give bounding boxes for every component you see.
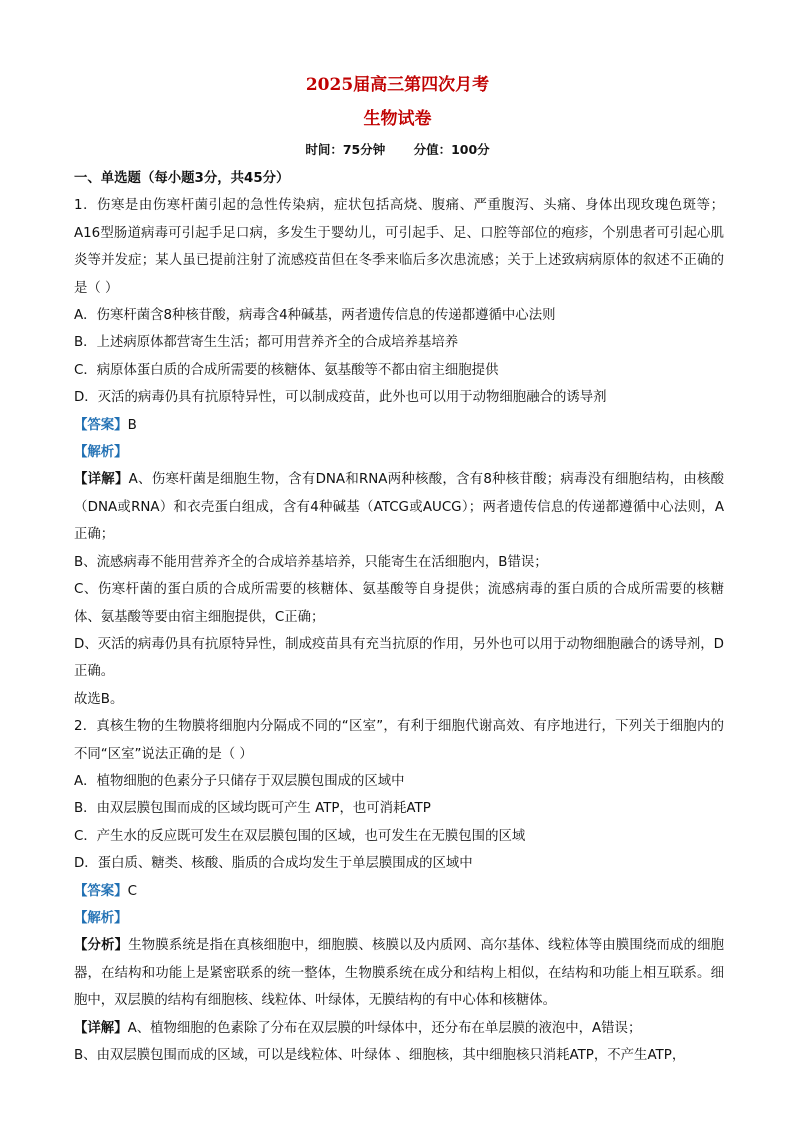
q1-detail-d: D、灭活的病毒仍具有抗原特异性，制成疫苗具有充当抗原的作用，另外也可以用于动物细胞融合的诱导剂，D正确。 bbox=[74, 636, 724, 680]
q1-option-a: A．伤寒杆菌含8种核苷酸，病毒含4种碱基，两者遗传信息的传递都遵循中心法则 bbox=[74, 308, 556, 324]
q2-detail-a bbox=[74, 1015, 724, 1042]
exam-time: 时间：75分钟 bbox=[305, 142, 386, 157]
q1-detail-c: C、伤寒杆菌的蛋白质的合成所需要的核糖体、氨基酸等自身提供；流感病毒的蛋白质的合成所需要的核糖体、氨基酸等要由宿主细胞提供，C正确； bbox=[74, 582, 724, 625]
q2-stem: 2．真核生物的生物膜将细胞内分隔成不同的“区室”，有利于细胞代谢高效、有序地进行，下列关于细胞内的不同“区室”说法正确的是（ ） bbox=[74, 719, 724, 762]
q1-conclusion: 故选B。 bbox=[74, 691, 124, 707]
q2-option-d: D．蛋白质、糖类、核酸、脂质的合成均发生于单层膜围成的区域中 bbox=[74, 856, 473, 872]
q1-detail-a-text: A、伤寒杆菌是细胞生物，含有DNA和RNA两种核酸，含有8种核苷酸；病毒没有细胞结构，由核酸（DNA或RNA）和衣壳蛋白组成，含有4种碱基（ATCG或AUCG）；两者遗传信息的传递都遵循中心法则，A正确； bbox=[74, 472, 724, 543]
analysis-tag: 【解析】 bbox=[74, 910, 128, 926]
section-heading: 一、单选题（每小题3分，共45分） bbox=[74, 171, 290, 186]
analysis-tag: 【解析】 bbox=[74, 445, 128, 461]
document-body bbox=[74, 165, 724, 1069]
q1-option-d: D．灭活的病毒仍具有抗原特异性，可以制成疫苗，此外也可以用于动物细胞融合的诱导剂 bbox=[74, 390, 607, 406]
exam-subtitle: 生物试卷 bbox=[363, 109, 432, 129]
exam-score: 分值：100分 bbox=[413, 142, 490, 157]
q2-fenxi-text: 生物膜系统是指在真核细胞中，细胞膜、核膜以及内质网、高尔基体、线粒体等由膜围绕而成的细胞器，在结构和功能上是紧密联系的统一整体，生物膜系统在成分和结构上相似，在结构和功能上相互联系。细胞中，双层膜的结构有细胞核、线粒体、叶绿体，无膜结构的有中心体和核糖体。 bbox=[74, 938, 725, 1009]
q1-detail-a bbox=[74, 466, 724, 548]
q2-answer bbox=[74, 878, 724, 905]
q1-option-c: C．病原体蛋白质的合成所需要的核糖体、氨基酸等不都由宿主细胞提供 bbox=[74, 362, 499, 378]
q1-stem: 1．伤寒是由伤寒杆菌引起的急性传染病，症状包括高烧、腹痛、严重腹泻、头痛、身体出现玫瑰色斑等；A16型肠道病毒可引起手足口病，多发生于婴幼儿，可引起手、足、口腔等部位的疱疹，个别患者可引起心肌炎等并发症；某人虽已提前注射了流感疫苗但在冬季来临后多次患流感；关于上述致病病原体的叙述不正确的是（ ） bbox=[74, 198, 724, 296]
q2-detail-b: B、由双层膜包围而成的区域，可以是线粒体、叶绿体 、细胞核，其中细胞核只消耗ATP，不产生ATP， bbox=[74, 1048, 686, 1063]
exam-title: 2025届高三第四次月考 bbox=[305, 75, 490, 95]
q2-detail-a-text: A、植物细胞的色素除了分布在双层膜的叶绿体中，还分布在单层膜的液泡中，A错误； bbox=[127, 1020, 642, 1036]
exam-meta bbox=[0, 140, 795, 158]
answer-tag: 【答案】 bbox=[74, 417, 128, 433]
q1-answer-value: B bbox=[127, 417, 137, 433]
q1-option-b: B．上述病原体都营寄生生活；都可用营养齐全的合成培养基培养 bbox=[74, 335, 459, 351]
q1-analysis bbox=[74, 439, 724, 466]
q2-analysis bbox=[74, 905, 724, 932]
fenxi-tag: 【分析】 bbox=[74, 938, 129, 954]
detail-tag: 【详解】 bbox=[74, 472, 129, 488]
q2-answer-value: C bbox=[127, 883, 137, 899]
q2-option-a: A．植物细胞的色素分子只储存于双层膜包围成的区域中 bbox=[74, 773, 405, 789]
q2-option-b: B．由双层膜包围而成的区域均既可产生 ATP，也可消耗ATP bbox=[74, 801, 431, 817]
detail-tag: 【详解】 bbox=[74, 1020, 128, 1036]
q2-fenxi bbox=[74, 932, 724, 1014]
q1-detail-b: B、流感病毒不能用营养齐全的合成培养基培养，只能寄生在活细胞内，B错误； bbox=[74, 554, 548, 570]
q2-option-c: C．产生水的反应既可发生在双层膜包围的区域，也可发生在无膜包围的区域 bbox=[74, 828, 526, 844]
q1-answer bbox=[74, 412, 724, 439]
answer-tag: 【答案】 bbox=[74, 883, 128, 899]
